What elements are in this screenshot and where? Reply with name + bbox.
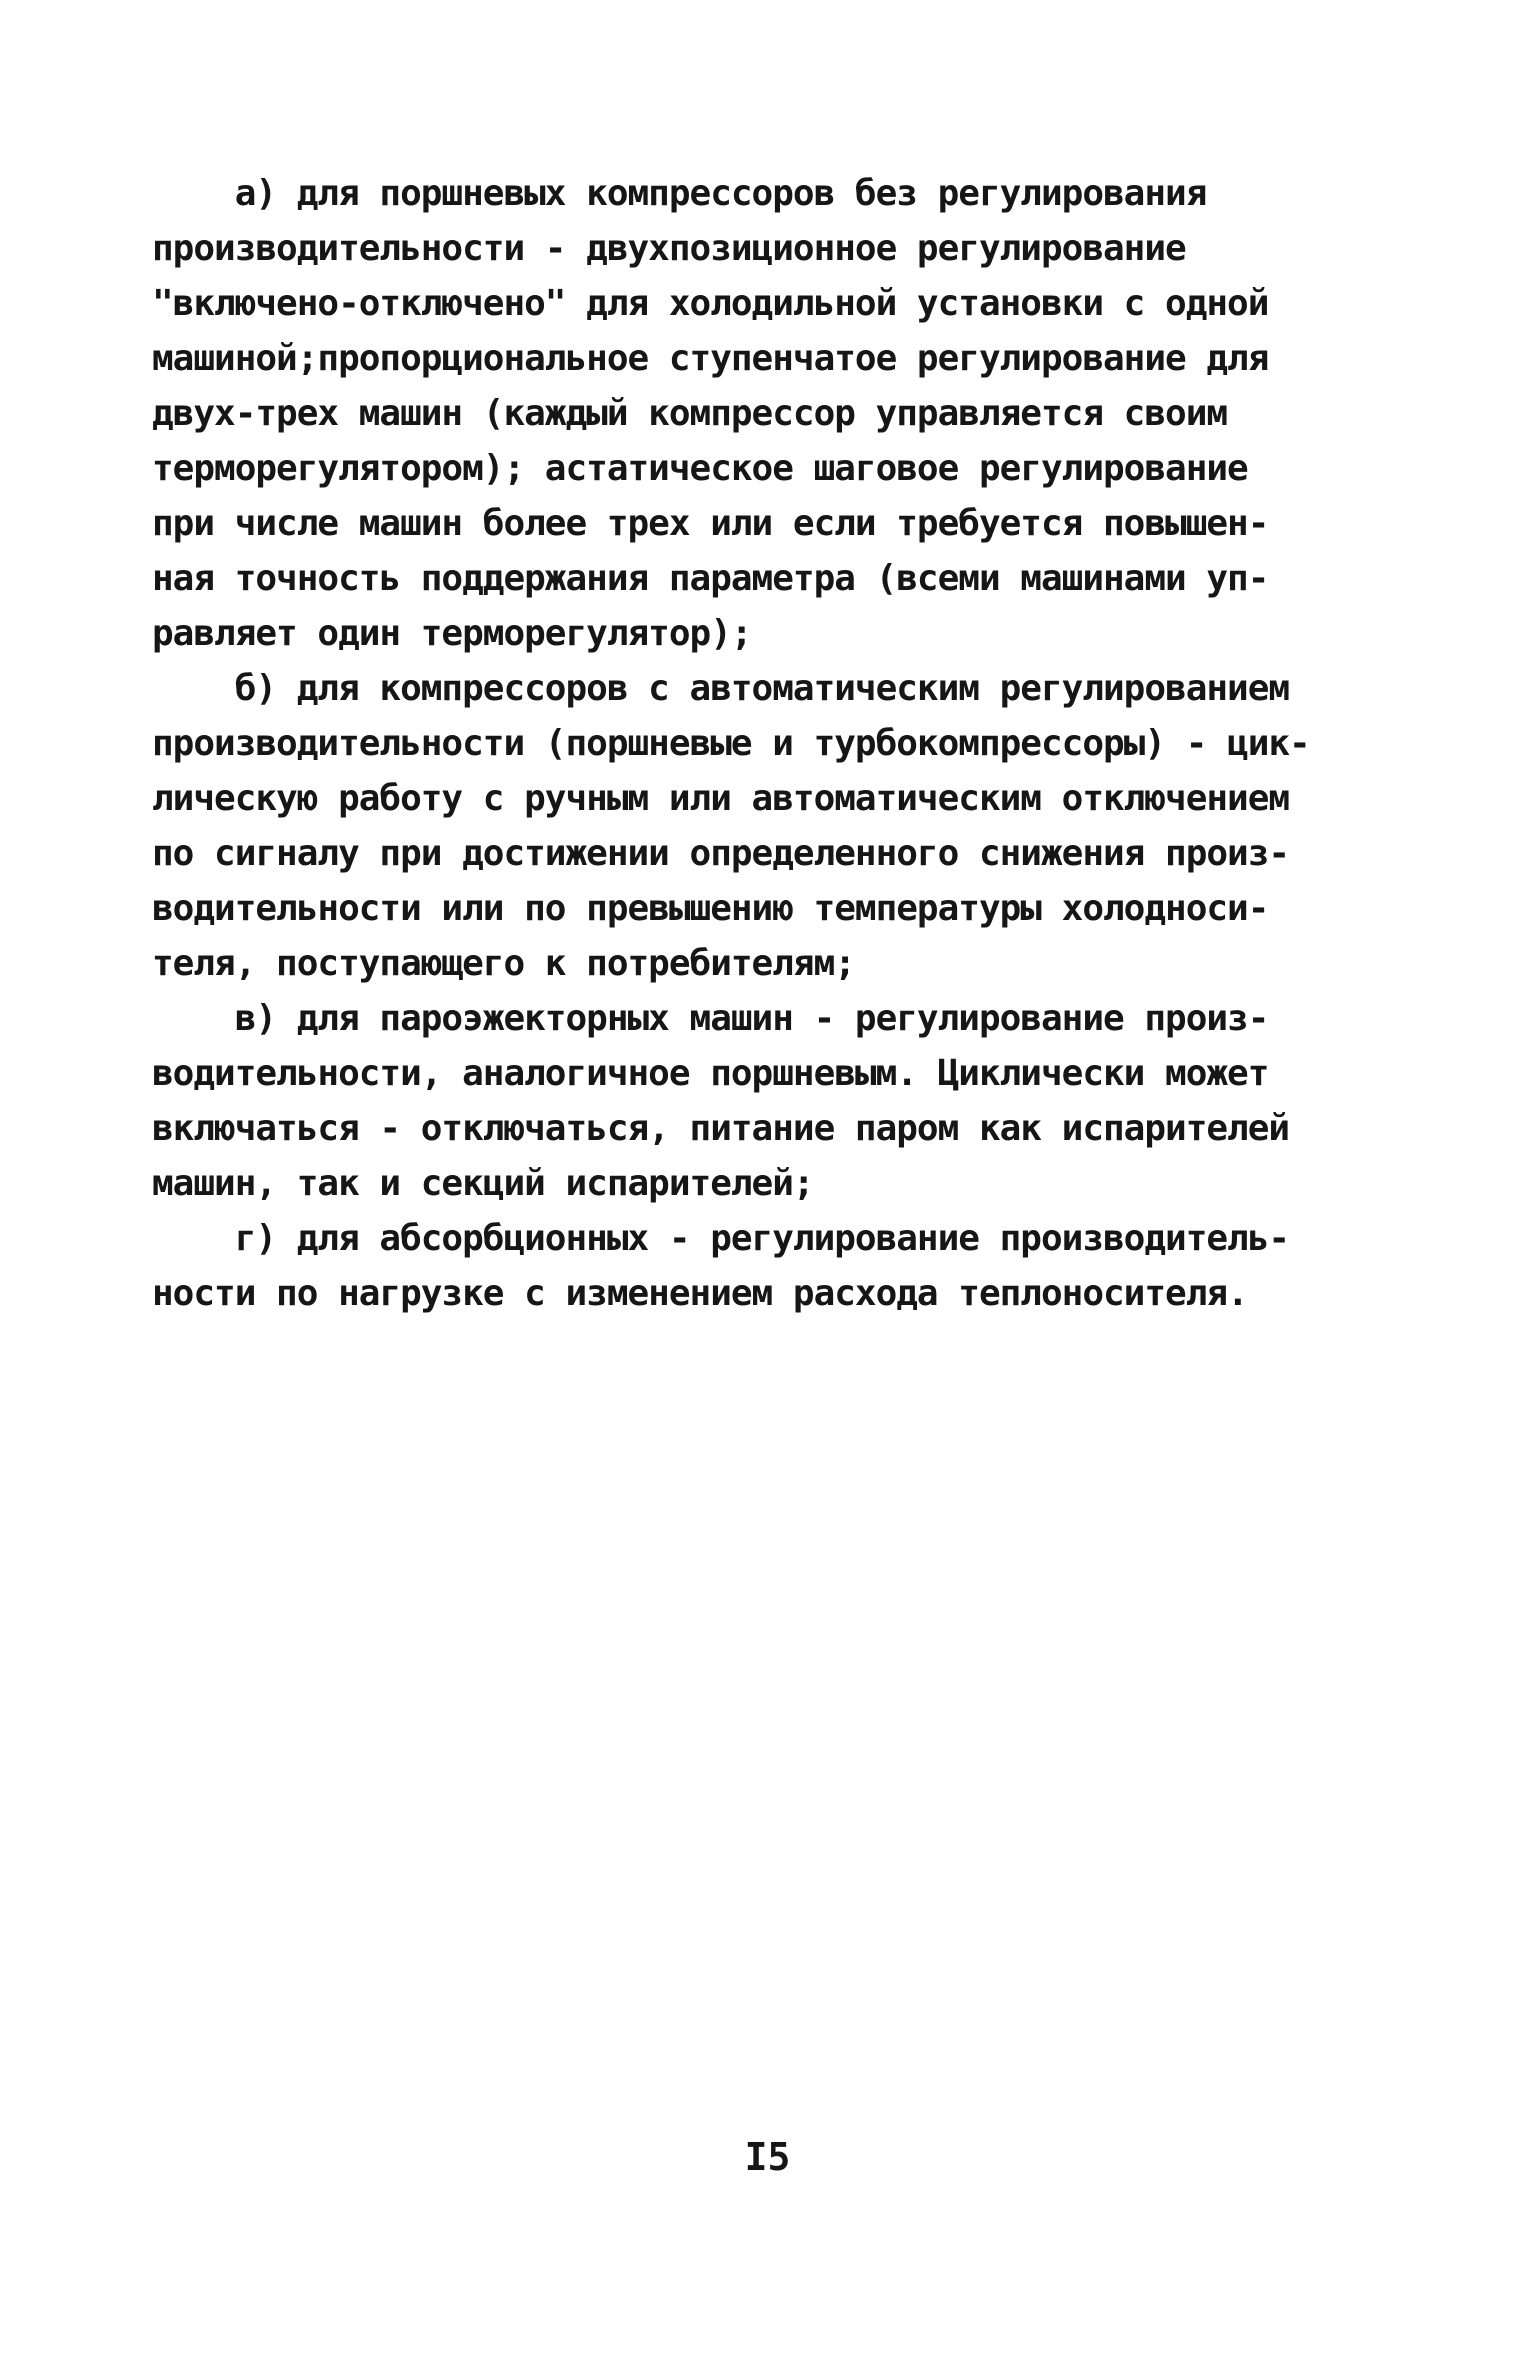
body-text <box>152 166 1382 1321</box>
text-line: производительности - двухпозиционное регулирование <box>152 228 1186 269</box>
text-line: включаться - отключаться, питание паром как испарителей <box>152 1108 1290 1149</box>
text-line: машин, так и секций испарителей; <box>152 1163 814 1204</box>
text-line: терморегулятором); астатическое шаговое регулирование <box>152 448 1248 489</box>
text-line: лическую работу с ручным или автоматическим отключением <box>152 778 1290 819</box>
text-line: водительности или по превышению температуры холодноси- <box>152 888 1269 929</box>
text-line: равляет один терморегулятор); <box>152 613 752 654</box>
text-line: теля, поступающего к потребителям; <box>152 943 855 984</box>
page-number: I5 <box>744 2135 791 2179</box>
text-line-item-b-start: б) для компрессоров с автоматическим регулированием <box>152 668 1290 709</box>
text-line-item-g-start: г) для абсорбционных - регулирование производитель- <box>152 1218 1290 1259</box>
text-line-item-a-start: а) для поршневых компрессоров без регулирования <box>152 173 1207 214</box>
text-line: машиной;пропорциональное ступенчатое регулирование для <box>152 338 1269 379</box>
text-line: двух-трех машин (каждый компрессор управляется своим <box>152 393 1228 434</box>
text-line: ности по нагрузке с изменением расхода теплоносителя. <box>152 1273 1248 1314</box>
text-line: при числе машин более трех или если требуется повышен- <box>152 503 1269 544</box>
text-line: водительности, аналогичное поршневым. Циклически может <box>152 1053 1269 1094</box>
text-line-item-v-start: в) для пароэжекторных машин - регулирование произ- <box>152 998 1269 1039</box>
text-line: "включено-отключено" для холодильной установки с одной <box>152 283 1269 324</box>
text-line: ная точность поддержания параметра (всеми машинами уп- <box>152 558 1269 599</box>
text-line: производительности (поршневые и турбокомпрессоры) - цик- <box>152 723 1310 764</box>
text-line: по сигналу при достижении определенного снижения произ- <box>152 833 1290 874</box>
